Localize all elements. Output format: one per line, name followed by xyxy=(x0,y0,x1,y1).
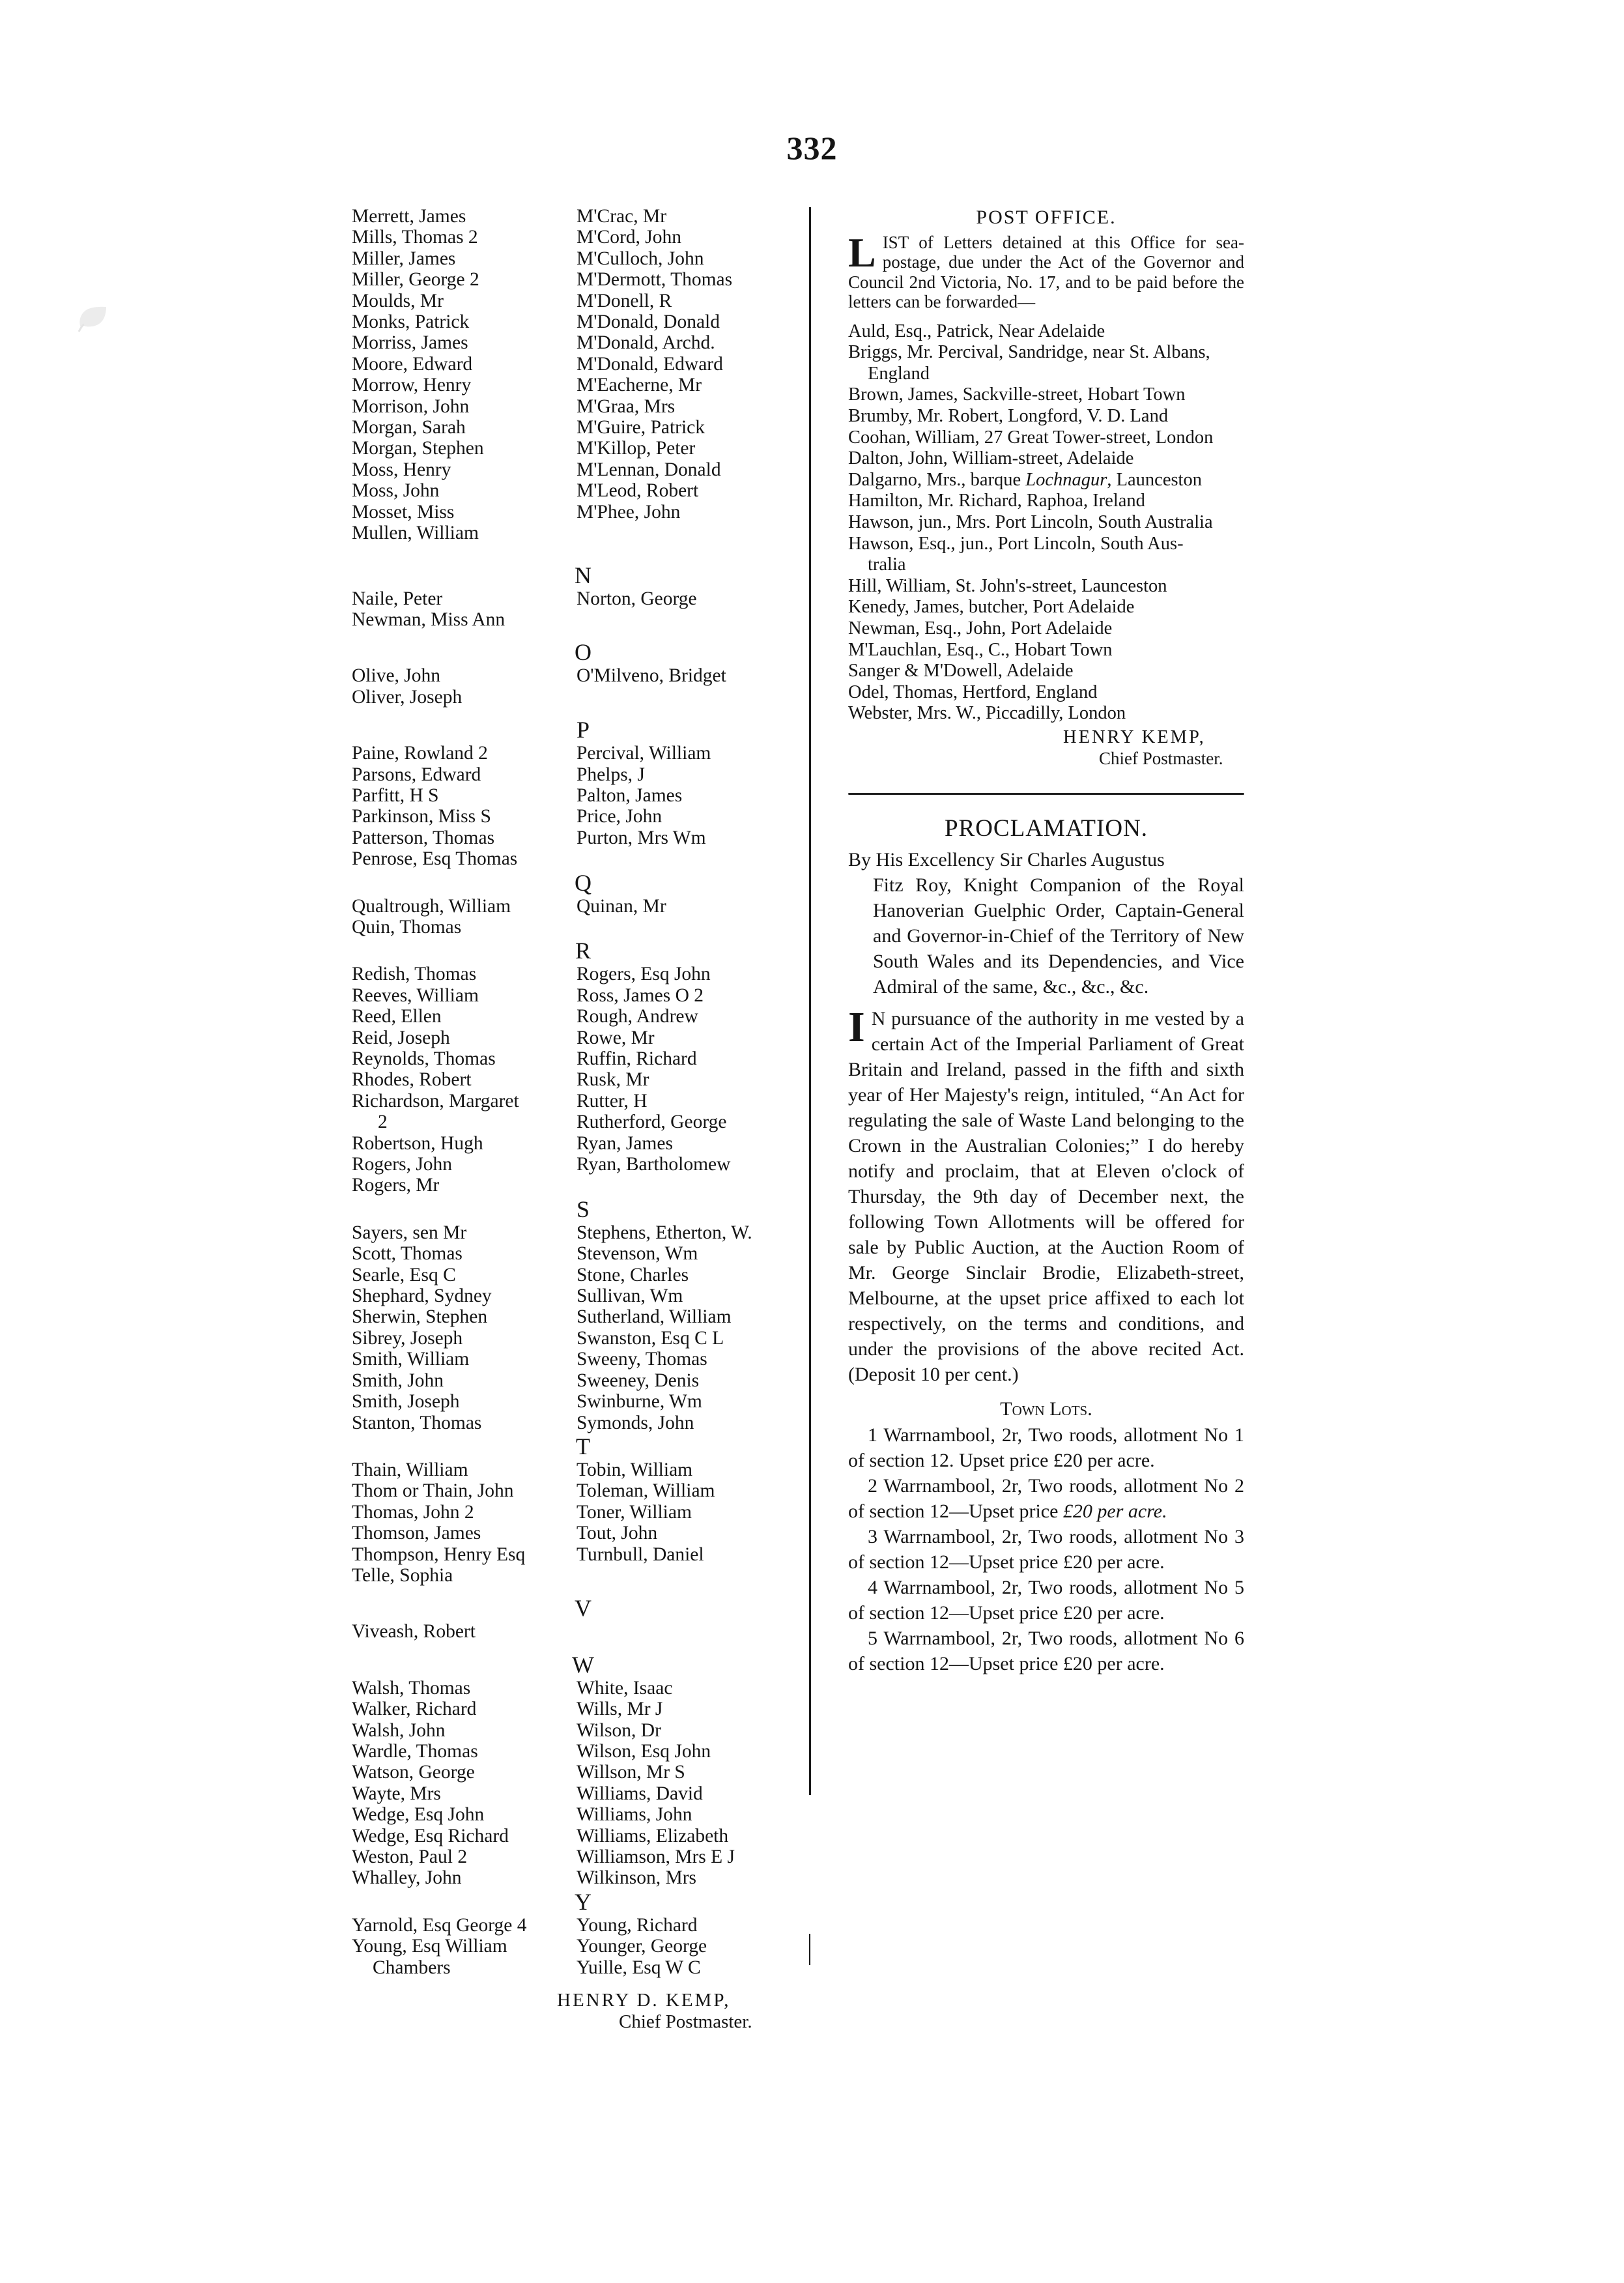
list-item: M'Phee, John xyxy=(577,501,681,523)
list-item: Rhodes, Robert xyxy=(352,1069,472,1091)
letter-entry xyxy=(848,406,1244,427)
drop-cap: I xyxy=(848,1006,865,1052)
name-column-right xyxy=(577,206,801,544)
list-item: Swinburne, Wm xyxy=(577,1391,702,1413)
lot-text: 3 Warrnambool, 2r, Two roods, allotment No 3 of section 12—Upset price £20 per acre. xyxy=(848,1526,1244,1573)
list-item: Thom or Thain, John xyxy=(352,1480,514,1502)
list-item: Morgan, Stephen xyxy=(352,438,484,459)
list-item: M'Leod, Robert xyxy=(577,480,699,502)
letter-heading: P xyxy=(576,717,590,743)
list-item: Percival, William xyxy=(577,743,711,764)
letter-columns xyxy=(352,1678,801,1889)
letter-heading: V xyxy=(575,1595,591,1622)
name-column-right xyxy=(577,1222,801,1433)
list-item: M'Donald, Edward xyxy=(577,353,723,375)
town-lot xyxy=(848,1575,1244,1626)
issuer-first-line: By His Excellency Sir Charles Augustus xyxy=(848,849,1165,871)
list-item: Quin, Thomas xyxy=(352,916,462,938)
list-item: Ross, James O 2 xyxy=(577,984,704,1006)
entry-text: Hawson, jun., Mrs. Port Lincoln, South Australia xyxy=(848,511,1213,532)
town-lot xyxy=(848,1422,1244,1473)
list-item: Oliver, Joseph xyxy=(352,686,463,708)
list-item: Tout, John xyxy=(577,1523,658,1544)
list-item: Ruffin, Richard xyxy=(577,1048,697,1069)
entry-text: Sanger & M'Dowell, Adelaide xyxy=(848,661,1074,682)
letter-section xyxy=(352,553,801,631)
list-item: Yarnold, Esq George 4 xyxy=(352,1914,527,1936)
name-column-left xyxy=(352,206,577,544)
post-office-signature xyxy=(848,727,1244,769)
list-item: Stanton, Thomas xyxy=(352,1412,482,1433)
list-item: M'Killop, Peter xyxy=(577,438,696,459)
list-item: Wills, Mr J xyxy=(577,1699,663,1720)
list-item: Sutherland, William xyxy=(577,1306,732,1328)
list-item: Parkinson, Miss S xyxy=(352,806,491,827)
proclamation-title: PROCLAMATION. xyxy=(944,815,1148,842)
letter-columns xyxy=(352,1915,801,1978)
letter-entry xyxy=(848,384,1244,406)
list-item: Morrison, John xyxy=(352,395,470,417)
lot-price: £20 per acre. xyxy=(1062,1500,1167,1523)
letter-heading: Y xyxy=(575,1888,591,1915)
list-item: Palton, James xyxy=(577,784,683,806)
letter-entry xyxy=(848,448,1244,470)
entry-text: Dalgarno, Mrs., barque xyxy=(848,469,1026,490)
list-item: Rogers, John xyxy=(352,1154,453,1175)
post-office-heading: POST OFFICE. xyxy=(976,207,1117,228)
letter-section xyxy=(352,1643,801,1889)
name-column-left xyxy=(352,1459,577,1586)
list-item: Stephens, Etherton, W. xyxy=(577,1222,752,1243)
list-item: Olive, John xyxy=(352,665,441,687)
list-item: Sweeney, Denis xyxy=(577,1370,700,1391)
lot-text: 2 Warrnambool, 2r, Two roods, allotment No 2 of section 12—Upset price xyxy=(848,1475,1244,1523)
drop-cap: L xyxy=(848,232,876,276)
page-number: 332 xyxy=(786,130,838,166)
list-item: Thomas, John 2 xyxy=(352,1501,474,1523)
letter-columns xyxy=(352,1222,801,1433)
list-item: Newman, Miss Ann xyxy=(352,609,506,630)
letter-entry xyxy=(848,342,1244,384)
name-column-left xyxy=(352,1915,577,1978)
town-lot xyxy=(848,1473,1244,1524)
letter-columns xyxy=(352,896,801,938)
signature-name: HENRY KEMP, xyxy=(1063,726,1206,747)
list-item: Willson, Mr S xyxy=(577,1762,685,1783)
list-item: Reeves, William xyxy=(352,984,479,1006)
entry-text: Kenedy, James, butcher, Port Adelaide xyxy=(848,597,1135,618)
list-item: Scott, Thomas xyxy=(352,1243,463,1265)
letter-columns xyxy=(352,665,801,708)
entry-text: Brown, James, Sackville-street, Hobart Town xyxy=(848,384,1186,405)
name-column-left xyxy=(352,1222,577,1433)
list-item: Rogers, Mr xyxy=(352,1175,440,1196)
list-item: M'Graa, Mrs xyxy=(577,395,676,417)
list-item: Miller, George 2 xyxy=(352,269,479,291)
list-item: Thompson, Henry Esq xyxy=(352,1544,526,1565)
name-column-right xyxy=(577,896,801,938)
letter-entry xyxy=(848,661,1244,682)
name-column-left xyxy=(352,896,577,938)
list-item: M'Eacherne, Mr xyxy=(577,375,702,396)
spacer xyxy=(352,553,801,562)
list-item: Miller, James xyxy=(352,248,456,269)
list-item: Williams, David xyxy=(577,1783,703,1804)
letter-section xyxy=(352,1889,801,1978)
list-item: Williams, Elizabeth xyxy=(577,1825,729,1846)
list-item: Richardson, Margaret xyxy=(352,1090,519,1112)
spacer xyxy=(352,1586,801,1595)
entry-text: Webster, Mrs. W., Piccadilly, London xyxy=(848,703,1126,724)
list-item: Sullivan, Wm xyxy=(577,1285,683,1307)
spacer xyxy=(352,544,801,553)
name-column-left xyxy=(352,964,577,1196)
list-item: Wedge, Esq John xyxy=(352,1804,485,1826)
lot-text: 5 Warrnambool, 2r, Two roods, allotment No 6 of section 12—Upset price £20 per acre. xyxy=(848,1628,1244,1675)
list-item: M'Crac, Mr xyxy=(577,206,667,227)
list-item: Rogers, Esq John xyxy=(577,964,711,985)
letter-entry xyxy=(848,470,1244,491)
list-item: Toner, William xyxy=(577,1501,692,1523)
letter-section xyxy=(352,206,801,553)
town-lots-list xyxy=(848,1422,1244,1676)
list-item: Wilson, Esq John xyxy=(577,1740,711,1762)
post-office-notice xyxy=(848,207,1244,769)
list-item: Swanston, Esq C L xyxy=(577,1327,724,1349)
list-item: 2 xyxy=(378,1112,388,1133)
town-lot xyxy=(848,1626,1244,1676)
right-column xyxy=(848,207,1244,1676)
letter-section xyxy=(352,870,801,938)
list-item: Parfitt, H S xyxy=(352,784,439,806)
list-item: Telle, Sophia xyxy=(352,1564,453,1586)
list-item: Stevenson, Wm xyxy=(577,1243,698,1265)
letter-heading: R xyxy=(575,938,591,964)
list-item: Smith, Joseph xyxy=(352,1391,460,1413)
letter-section xyxy=(352,630,801,708)
list-item: Sherwin, Stephen xyxy=(352,1306,488,1328)
list-item: Rusk, Mr xyxy=(577,1069,649,1091)
list-item: M'Donell, R xyxy=(577,290,672,311)
signature-title: Chief Postmaster. xyxy=(619,2011,752,2033)
list-item: Wedge, Esq Richard xyxy=(352,1825,509,1846)
list-item: Morgan, Sarah xyxy=(352,417,466,438)
name-column-right xyxy=(577,588,801,631)
name-column-right xyxy=(577,1915,801,1978)
letter-heading: Q xyxy=(575,869,591,896)
list-item: Rowe, Mr xyxy=(577,1027,655,1048)
list-item: Ryan, Bartholomew xyxy=(577,1154,731,1175)
list-item: Shephard, Sydney xyxy=(352,1285,492,1307)
list-item: M'Guire, Patrick xyxy=(577,417,705,438)
list-item: Rough, Andrew xyxy=(577,1006,698,1027)
column-divider-fragment xyxy=(809,1934,810,1965)
post-office-letters xyxy=(848,321,1244,725)
letter-heading: O xyxy=(575,639,591,666)
intro-text: IST of Letters detained at this Office for sea-postage, due under the Act of the Governor and Council 2nd Victoria, No. 17, and to be paid before the letters can be forwarded— xyxy=(848,232,1244,312)
proclamation-issuer xyxy=(848,847,1244,999)
list-item: Sibrey, Joseph xyxy=(352,1327,463,1349)
letters-list-signature xyxy=(352,1990,801,2033)
list-item: Price, John xyxy=(577,806,662,827)
proclamation-body xyxy=(848,1006,1244,1387)
letter-entry xyxy=(848,427,1244,449)
list-item: Penrose, Esq Thomas xyxy=(352,848,518,870)
list-item: Redish, Thomas xyxy=(352,964,477,985)
list-item: Williamson, Mrs E J xyxy=(577,1846,735,1867)
list-item: Moss, John xyxy=(352,480,440,502)
list-item: Walsh, John xyxy=(352,1719,446,1741)
list-item: Parsons, Edward xyxy=(352,764,481,785)
list-item: M'Donald, Archd. xyxy=(577,332,715,354)
letter-columns xyxy=(352,206,801,544)
list-item: M'Dermott, Thomas xyxy=(577,269,733,291)
list-item: Paine, Rowland 2 xyxy=(352,743,488,764)
list-item: Whalley, John xyxy=(352,1867,462,1889)
letter-section xyxy=(352,1586,801,1642)
list-item: Searle, Esq C xyxy=(352,1264,456,1285)
letter-entry xyxy=(848,618,1244,640)
list-item: M'Donald, Donald xyxy=(577,311,720,333)
list-item: Reynolds, Thomas xyxy=(352,1048,496,1069)
post-office-intro xyxy=(848,233,1244,312)
list-item: Walsh, Thomas xyxy=(352,1677,471,1699)
list-item: Mosset, Miss xyxy=(352,501,455,523)
list-item: Wayte, Mrs xyxy=(352,1783,441,1804)
entry-continuation: England xyxy=(868,363,930,384)
letter-entry xyxy=(848,703,1244,725)
letter-entry xyxy=(848,534,1244,576)
list-item: Young, Esq William xyxy=(352,1936,507,1957)
list-item: Naile, Peter xyxy=(352,588,443,609)
spacer xyxy=(352,630,801,639)
entry-text: Hill, William, St. John's-street, Launceston xyxy=(848,575,1167,596)
name-column-left xyxy=(352,1621,577,1642)
letter-heading: N xyxy=(575,562,591,588)
list-item: Phelps, J xyxy=(577,764,645,785)
list-item: Mullen, William xyxy=(352,523,479,544)
entry-text: Coohan, William, 27 Great Tower-street, London xyxy=(848,427,1214,448)
entry-text: Hamilton, Mr. Richard, Raphoa, Ireland xyxy=(848,491,1145,511)
letter-entry xyxy=(848,576,1244,597)
entry-text: Hawson, Esq., jun., Port Lincoln, South Aus- xyxy=(848,533,1184,554)
letter-columns xyxy=(352,1459,801,1586)
list-item: M'Lennan, Donald xyxy=(577,459,721,480)
entry-text: Brumby, Mr. Robert, Longford, V. D. Land xyxy=(848,405,1169,426)
list-item: Tobin, William xyxy=(577,1459,693,1480)
list-item: Wardle, Thomas xyxy=(352,1740,478,1762)
letter-entry xyxy=(848,682,1244,704)
list-item: Smith, William xyxy=(352,1349,470,1370)
issuer-titles: Fitz Roy, Knight Companion of the Royal Hanoverian Guelphic Order, Captain-General and Governor-in-Chief of the Territory of New South Wales and its Dependencies, and Vice Admiral of the same, &c., &c., &c. xyxy=(873,874,1244,998)
list-item: Monks, Patrick xyxy=(352,311,470,333)
entry-text: Auld, Esq., Patrick, Near Adelaide xyxy=(848,321,1105,341)
letter-heading: T xyxy=(576,1433,590,1459)
list-item: Viveash, Robert xyxy=(352,1621,476,1643)
name-column-right xyxy=(577,1678,801,1889)
list-item: Ryan, James xyxy=(577,1132,673,1154)
list-item: Morriss, James xyxy=(352,332,468,354)
list-item: Reed, Ellen xyxy=(352,1006,442,1027)
list-item: Purton, Mrs Wm xyxy=(577,827,706,848)
list-item: Thomson, James xyxy=(352,1523,481,1544)
list-item: Merrett, James xyxy=(352,206,466,227)
list-item: Wilkinson, Mrs xyxy=(577,1867,697,1889)
name-column-right xyxy=(577,1459,801,1586)
letter-section xyxy=(352,1433,801,1586)
list-item: Sayers, sen Mr xyxy=(352,1222,467,1243)
letter-section xyxy=(352,938,801,1196)
entry-continuation: tralia xyxy=(868,554,906,575)
list-item: Young, Richard xyxy=(577,1914,698,1936)
section-rule xyxy=(848,793,1244,795)
letter-heading: S xyxy=(576,1196,590,1222)
letter-columns xyxy=(352,743,801,869)
letter-entry xyxy=(848,321,1244,343)
list-item: Yuille, Esq W C xyxy=(577,1957,701,1978)
list-item: Williams, John xyxy=(577,1804,692,1826)
list-item: Quinan, Mr xyxy=(577,895,666,917)
name-column-left xyxy=(352,588,577,631)
proclamation xyxy=(848,814,1244,1676)
letter-section xyxy=(352,1196,801,1433)
spacer xyxy=(352,1643,801,1652)
town-lot xyxy=(848,1524,1244,1575)
list-item: Mills, Thomas 2 xyxy=(352,227,478,248)
list-item: White, Isaac xyxy=(577,1677,673,1699)
list-item: Stone, Charles xyxy=(577,1264,689,1285)
letters-list-column xyxy=(352,206,801,2033)
list-item: O'Milveno, Bridget xyxy=(577,665,726,687)
list-item: Turnbull, Daniel xyxy=(577,1544,704,1565)
letter-columns xyxy=(352,964,801,1196)
name-column-right xyxy=(577,665,801,708)
list-item: Patterson, Thomas xyxy=(352,827,495,848)
list-item: Rutter, H xyxy=(577,1090,648,1112)
ship-name: Lochnagur xyxy=(1025,469,1107,490)
list-item: Norton, George xyxy=(577,588,697,609)
body-text: N pursuance of the authority in me vested by a certain Act of the Imperial Parliament of Great Britain and Ireland, passed in the fifth and sixth year of Her Majesty's reign, intituled, “An Act for regulating the sale of Waste Land belonging to the Crown in the Australian Colonies;” I do hereby notify and proclaim, that at Eleven o'clock of Thursday, the 9th day of December next, the following Town Allotments will be offered for sale by Public Auction, at the Auction Room of Mr. George Sinclair Brodie, Elizabeth-street, Melbourne, at the upset price affixed to each lot respectively, on the terms and conditions, and under the provisions of the above recited Act. (Deposit 10 per cent.) xyxy=(848,1008,1244,1386)
list-item: M'Culloch, John xyxy=(577,248,704,269)
letter-section xyxy=(352,708,801,869)
list-item: Moore, Edward xyxy=(352,353,473,375)
letter-heading: W xyxy=(572,1651,594,1678)
list-item: Wilson, Dr xyxy=(577,1719,661,1741)
column-divider xyxy=(809,207,811,1795)
list-item: Watson, George xyxy=(352,1762,475,1783)
list-item: Moulds, Mr xyxy=(352,290,444,311)
spacer xyxy=(352,708,801,717)
list-item: Chambers xyxy=(373,1957,451,1978)
letter-entry xyxy=(848,512,1244,534)
name-column-right xyxy=(577,1621,801,1642)
name-column-left xyxy=(352,665,577,708)
list-item: Toleman, William xyxy=(577,1480,715,1502)
list-item: Symonds, John xyxy=(577,1412,694,1433)
list-item: Moss, Henry xyxy=(352,459,451,480)
entry-text: Newman, Esq., John, Port Adelaide xyxy=(848,618,1113,639)
list-item: Smith, John xyxy=(352,1370,444,1391)
lot-text: 4 Warrnambool, 2r, Two roods, allotment No 5 of section 12—Upset price £20 per acre. xyxy=(848,1577,1244,1624)
list-item: Thain, William xyxy=(352,1459,468,1480)
letter-entry xyxy=(848,597,1244,618)
entry-text: Odel, Thomas, Hertford, England xyxy=(848,682,1098,702)
letter-columns xyxy=(352,1621,801,1642)
town-lots-heading: Town Lots. xyxy=(1000,1398,1092,1420)
list-item: Qualtrough, William xyxy=(352,895,511,917)
leaf-watermark-icon xyxy=(75,303,109,333)
letter-entry xyxy=(848,640,1244,661)
list-item: Walker, Richard xyxy=(352,1699,477,1720)
name-column-left xyxy=(352,1678,577,1889)
name-column-right xyxy=(577,743,801,869)
list-item: Morrow, Henry xyxy=(352,375,472,396)
letters-list xyxy=(352,206,801,1978)
entry-text: Briggs, Mr. Percival, Sandridge, near St. Albans, xyxy=(848,342,1210,363)
list-item: Robertson, Hugh xyxy=(352,1132,483,1154)
list-item: Rutherford, George xyxy=(577,1112,727,1133)
letter-columns xyxy=(352,588,801,631)
signature-name: HENRY D. KEMP, xyxy=(557,1990,731,2011)
letter-entry xyxy=(848,491,1244,512)
list-item: Weston, Paul 2 xyxy=(352,1846,468,1867)
entry-text: Dalton, John, William-street, Adelaide xyxy=(848,448,1134,469)
list-item: Reid, Joseph xyxy=(352,1027,450,1048)
signature-title: Chief Postmaster. xyxy=(1099,749,1223,769)
list-item: M'Cord, John xyxy=(577,227,682,248)
lot-text: 1 Warrnambool, 2r, Two roods, allotment No 1 of section 12. Upset price £20 per acre. xyxy=(848,1424,1244,1472)
name-column-right xyxy=(577,964,801,1196)
name-column-left xyxy=(352,743,577,869)
list-item: Sweeny, Thomas xyxy=(577,1349,707,1370)
list-item: Younger, George xyxy=(577,1936,707,1957)
entry-text: M'Lauchlan, Esq., C., Hobart Town xyxy=(848,639,1113,660)
entry-text: , Launceston xyxy=(1107,469,1202,490)
